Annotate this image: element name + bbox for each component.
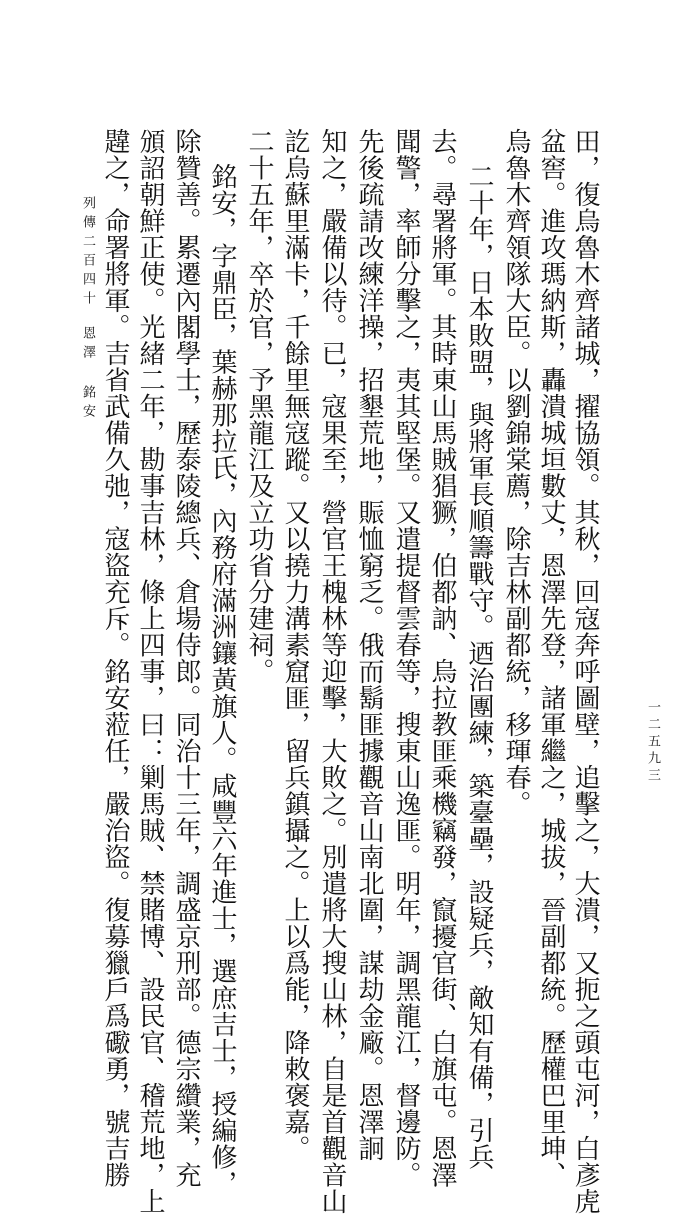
chapter-header: 列傳二百四十 — [80, 196, 95, 310]
text-column: 聞警，率師分擊之，夷其堅堡。又遣提督雲春等，搜東山逸匪。明年，調黑龍江，督邊防。 — [391, 128, 421, 1188]
text-column: 知之，嚴備以待。已，寇果至，營官王槐林等迎擊，大敗之。別遣將大搜山林，自是首觀音山 — [317, 128, 347, 1215]
text-column: 除贊善。累遷內閣學士，歷泰陵總兵、倉場侍郎。同治十三年，調盛京刑部。德宗纘業，充 — [171, 128, 201, 1188]
biography-names: 恩澤 銘安 — [80, 326, 95, 423]
page-number: 一二五九三 — [645, 700, 660, 785]
text-column: 韙之，命署將軍。吉省武備久弛，寇盜充斥。銘安蒞任，嚴治盜。復募獵戶爲礮勇，號吉勝 — [100, 128, 130, 1188]
text-column: 烏魯木齊領隊大臣。以劉錦棠薦，除吉林副都統，移琿春。 — [501, 128, 531, 817]
text-column: 去。尋署將軍。其時東山馬賊猖獗，伯都訥、烏拉教匪乘機竊發，竄擾官街、白旗屯。恩澤 — [427, 128, 457, 1188]
text-column: 頒詔朝鮮正使。光緒二年，勘事吉林，條上四事，曰：剿馬賊、禁賭博、設民官、稽荒地，上 — [135, 128, 165, 1215]
text-column: 二十年，日本敗盟，與將軍長順籌戰守。迺治團練，築臺壘，設疑兵，敵知有備，引兵 — [464, 163, 494, 1170]
text-column: 盆窖。進攻瑪納斯，轟潰城垣數丈，恩澤先登，諸軍繼之，城拔，晉副都統。歷權巴里坤、 — [536, 128, 566, 1188]
text-column: 訖烏蘇里滿卡，千餘里無寇蹤。又以撓力溝素窟匪，留兵鎮攝之。上以爲能，降敕褒嘉。 — [280, 128, 310, 1162]
text-column: 銘安，字鼎臣，葉赫那拉氏，內務府滿洲鑲黃旗人。咸豐六年進士，選庶吉士，授編修， — [207, 163, 237, 1197]
text-column: 田，復烏魯木齊諸城，擢協領。其秋，回寇奔呼圖壁，追擊之，大潰，又扼之頭屯河，白彥虎 — [570, 128, 600, 1215]
text-column: 二十五年，卒於官，予黑龍江及立功省分建祠。 — [244, 128, 274, 685]
text-column: 先後疏請改練洋操，招墾荒地，賑恤窮乏。俄而鬍匪據觀音山南北圍，謀劫金廠。恩澤詗 — [354, 128, 384, 1162]
